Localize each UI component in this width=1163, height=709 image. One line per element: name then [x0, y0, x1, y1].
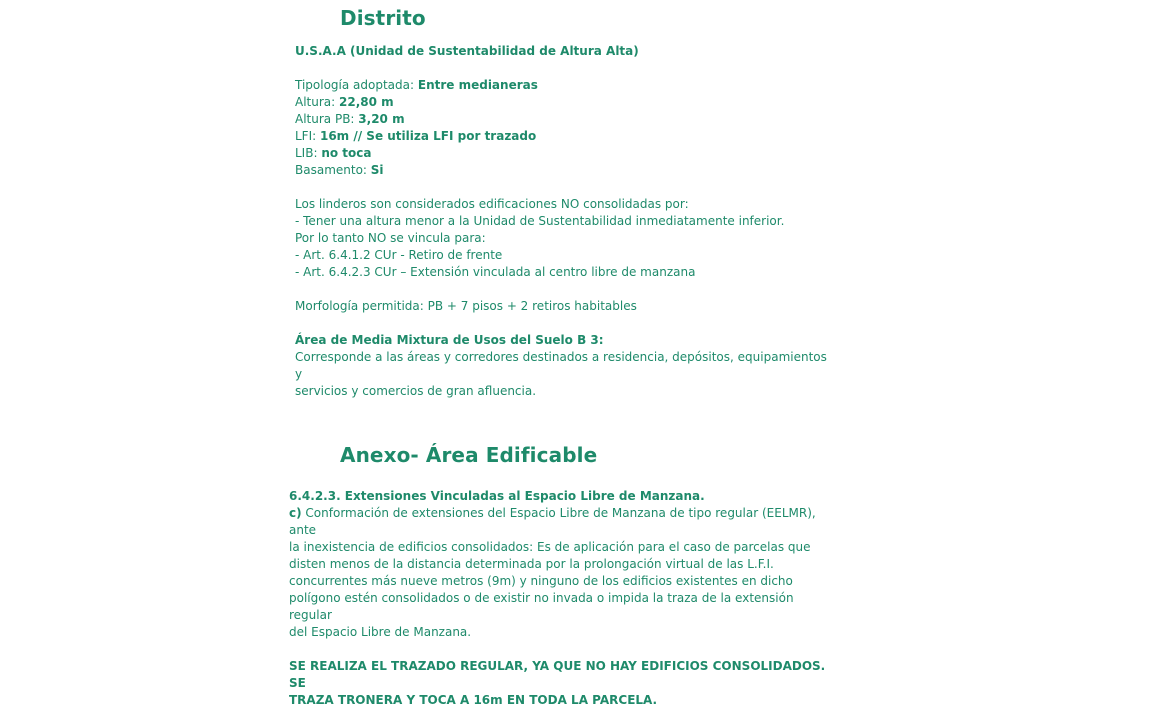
article-line: c) Conformación de extensiones del Espacio Libre de Manzana de tipo regular (EELMR), ante — [289, 506, 816, 537]
spec-altura-pb: Altura PB: 3,20 m — [295, 112, 405, 126]
spec-altura: Altura: 22,80 m — [295, 95, 394, 109]
linderos-line: - Art. 6.4.1.2 CUr - Retiro de frente — [295, 248, 503, 262]
morfologia-text: Morfología permitida: PB + 7 pisos + 2 retiros habitables — [295, 299, 637, 313]
spec-basamento: Basamento: Si — [295, 163, 384, 177]
usaa-title: U.S.A.A (Unidad de Sustentabilidad de Altura Alta) — [295, 44, 639, 58]
spec-lib: LIB: no toca — [295, 146, 372, 160]
linderos-line: - Tener una altura menor a la Unidad de Sustentabilidad inmediatamente inferior. — [295, 214, 785, 228]
article-line: polígono estén consolidados o de existir no invada o impida la traza de la extensión regular — [289, 591, 794, 622]
article-line: del Espacio Libre de Manzana. — [289, 625, 472, 639]
area-text: Corresponde a las áreas y corredores destinados a residencia, depósitos, equipamientos y — [295, 350, 827, 381]
linderos-line: Los linderos son considerados edificaciones NO consolidadas por: — [295, 197, 689, 211]
article-title: 6.4.2.3. Extensiones Vinculadas al Espacio Libre de Manzana. — [289, 489, 705, 503]
article-line: concurrentes más nueve metros (9m) y ninguno de los edificios existentes en dicho — [289, 574, 793, 588]
area-title: Área de Media Mixtura de Usos del Suelo B 3: — [295, 333, 604, 347]
linderos-line: Por lo tanto NO se vincula para: — [295, 231, 486, 245]
article-line: disten menos de la distancia determinada por la prolongación virtual de las L.F.I. — [289, 557, 774, 571]
spec-lfi: LFI: 16m // Se utiliza LFI por trazado — [295, 129, 537, 143]
article-line: la inexistencia de edificios consolidados: Es de aplicación para el caso de parcelas que — [289, 540, 811, 554]
spec-tipologia: Tipología adoptada: Entre medianeras — [295, 78, 538, 92]
anexo-heading: Anexo- Área Edificable — [340, 443, 598, 467]
distrito-section — [295, 43, 835, 400]
distrito-heading: Distrito — [340, 6, 426, 30]
area-text: servicios y comercios de gran afluencia. — [295, 384, 537, 398]
linderos-line: - Art. 6.4.2.3 CUr – Extensión vinculada al centro libre de manzana — [295, 265, 696, 279]
conclusion-line: SE REALIZA EL TRAZADO REGULAR, YA QUE NO HAY EDIFICIOS CONSOLIDADOS. SE — [289, 659, 826, 690]
conclusion-line: TRAZA TRONERA Y TOCA A 16m EN TODA LA PARCELA. — [289, 693, 658, 707]
